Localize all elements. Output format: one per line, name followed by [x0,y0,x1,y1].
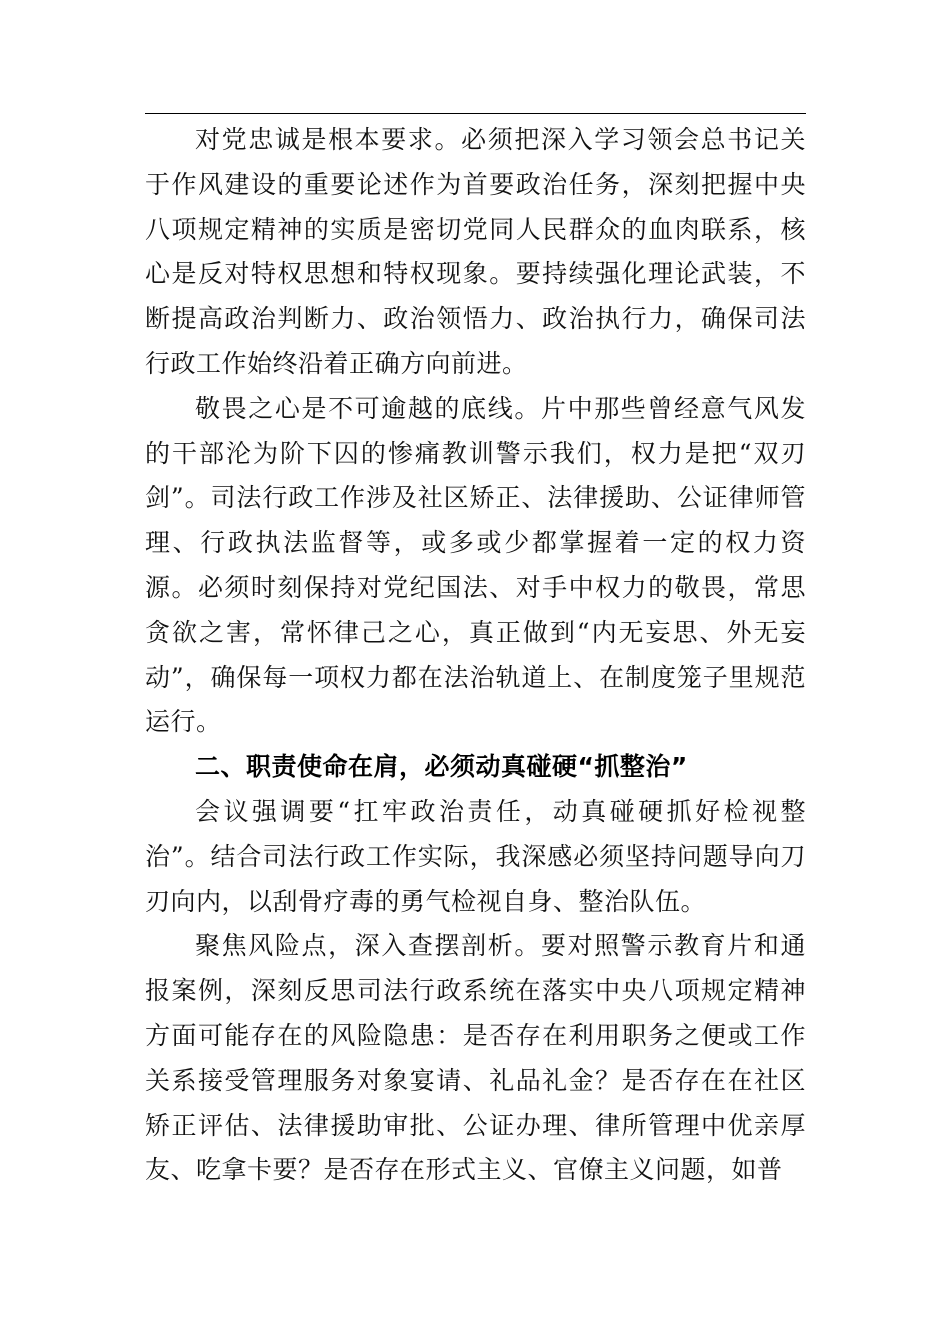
paragraph-risk-points: 聚焦风险点，深入查摆剖析。要对照警示教育片和通报案例，深刻反思司法行政系统在落实中央八项规定精神方面可能存在的风险隐患：是否存在利用职务之便或工作关系接受管理服务对象宴请、礼品礼金？是否存在在社区矫正评估、法律援助审批、公证办理、律所管理中优亲厚友、吃拿卡要？是否存在形式主义、官僚主义问题，如普 [145,931,806,1185]
paragraph-meeting-emphasis: 会议强调要“扛牢政治责任，动真碰硬抓好检视整治”。结合司法行政工作实际，我深感必须坚持问题导向刀刃向内，以刮骨疗毒的勇气检视自身、整治队伍。 [145,796,806,916]
header-rule [145,113,806,114]
paragraph-reverence: 敬畏之心是不可逾越的底线。片中那些曾经意气风发的干部沦为阶下囚的惨痛教训警示我们，权力是把“双刃剑”。司法行政工作涉及社区矫正、法律援助、公证律师管理、行政执法监督等，或多或少都掌握着一定的权力资源。必须时刻保持对党纪国法、对手中权力的敬畏，常思贪欲之害，常怀律己之心，真正做到“内无妄思、外无妄动”，确保每一项权力都在法治轨道上、在制度笼子里规范运行。 [145,393,806,737]
section-heading-responsibility: 二、职责使命在肩，必须动真碰硬“抓整治” [195,752,688,782]
document-body [145,118,806,1193]
paragraph-loyalty: 对党忠诚是根本要求。必须把深入学习领会总书记关于作风建设的重要论述作为首要政治任务，深刻把握中央八项规定精神的实质是密切党同人民群众的血肉联系，核心是反对特权思想和特权现象。要持续强化理论武装，不断提高政治判断力、政治领悟力、政治执行力，确保司法行政工作始终沿着正确方向前进。 [145,125,806,378]
